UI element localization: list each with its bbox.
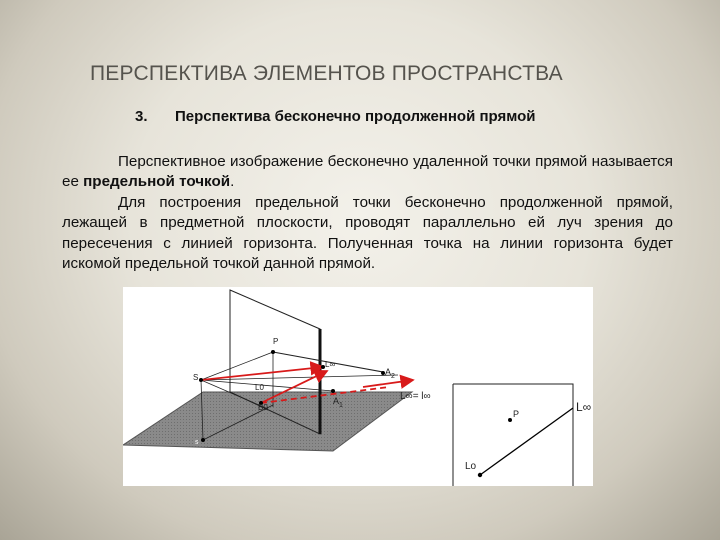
- sight-ray: [201, 367, 323, 380]
- line-extension: [363, 380, 413, 387]
- label-L0-right: Lo: [465, 461, 477, 472]
- ground-plane: [123, 392, 412, 451]
- label-Linf-left: L∞: [325, 360, 336, 369]
- label-A2: $A_2$: [385, 367, 395, 380]
- label-Linf-right: L∞: [576, 400, 592, 414]
- label-limit-eq: L∞= l∞: [400, 391, 431, 402]
- page-title: ПЕРСПЕКТИВА ЭЛЕМЕНТОВ ПРОСТРАНСТВА: [90, 62, 563, 85]
- label-A1: $A_1$: [333, 396, 343, 409]
- section-title: Перспектива бесконечно продолженной прямой: [175, 108, 536, 125]
- paragraph-1-end: .: [230, 173, 235, 191]
- construction-figure: [123, 287, 593, 486]
- term-bold: предельной точкой: [83, 173, 231, 191]
- limit-line-right: [480, 408, 573, 475]
- paragraph-1-text: Перспективное изображение бесконечно удаленной точки прямой называется ее: [62, 153, 673, 191]
- paragraph-2: Для построения предельной точки бесконечно продолженной прямой, лежащей в предметной плоскости, проводят параллельно ей луч зрения до пересечения с линией горизонта. Полученная точка на линии горизонта будет искомой предельной точкой данной прямой.: [62, 193, 673, 273]
- body-text: [62, 152, 673, 274]
- figure-svg: [123, 287, 593, 486]
- section-heading: [135, 108, 536, 125]
- label-s: s: [195, 439, 199, 446]
- label-L0: L0: [255, 383, 264, 392]
- paragraph-1: [62, 152, 673, 193]
- label-P-right: P: [513, 409, 520, 419]
- label-P-left: P: [273, 337, 279, 346]
- section-number: 3.: [135, 108, 148, 125]
- label-B0: B0: [258, 403, 268, 412]
- label-S: S: [193, 373, 199, 382]
